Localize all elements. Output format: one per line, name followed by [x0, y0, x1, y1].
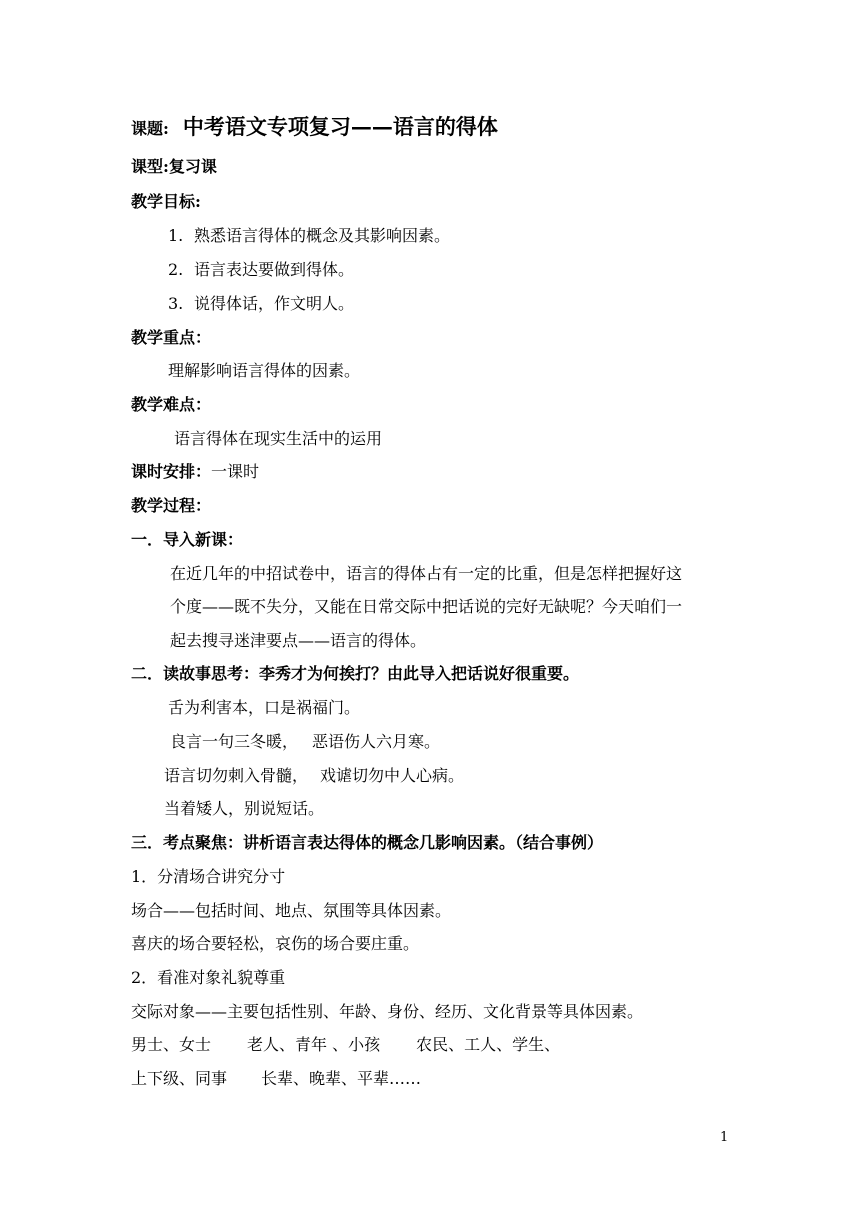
- proverb-line: [170, 732, 440, 752]
- schedule-text: 一课时: [211, 462, 260, 481]
- subsection-line: 场合——包括时间、地点、氛围等具体因素。: [131, 901, 452, 920]
- schedule: [131, 462, 259, 482]
- objective-number: 3.: [168, 294, 184, 313]
- proverb-part: 良言一句三冬暖，: [170, 732, 299, 751]
- proverb-line: 当着矮人，别说短话。: [164, 799, 325, 818]
- difficulty-text: 语言得体在现实生活中的运用: [174, 429, 383, 448]
- key-point-heading: 教学重点：: [131, 328, 212, 347]
- title-label: 课题:: [131, 119, 169, 138]
- section3-heading: 三．考点聚焦：讲析语言表达得体的概念几影响因素。（结合事例）: [131, 833, 604, 852]
- audience-group: 上下级、同事: [131, 1069, 228, 1088]
- audience-group: 老人、青年 、小孩: [247, 1035, 381, 1054]
- subsection-line: 交际对象——主要包括性别、年龄、身份、经历、文化背景等具体因素。: [131, 1002, 644, 1021]
- lesson-title: [131, 114, 498, 139]
- objectives-heading: 教学目标:: [131, 192, 201, 211]
- objective-text: 说得体话，作文明人。: [194, 294, 355, 313]
- audience-group: 长辈、晚辈、平辈……: [261, 1069, 422, 1088]
- subsection-title: 2．看准对象礼貌尊重: [131, 968, 286, 987]
- objective-item: [168, 260, 354, 280]
- objective-number: 1.: [168, 226, 184, 245]
- key-point-text: 理解影响语言得体的因素。: [168, 361, 361, 380]
- title-text: 中考语文专项复习——语言的得体: [182, 114, 498, 139]
- objective-item: [168, 294, 354, 314]
- schedule-heading: 课时安排：: [131, 462, 212, 481]
- proverb-part: 戏谑切勿中人心病。: [320, 766, 465, 785]
- subsection-title: 1．分清场合讲究分寸: [131, 867, 286, 886]
- proverb-part: 语言切勿刺入骨髓，: [164, 766, 309, 785]
- objective-text: 语言表达要做到得体。: [194, 260, 355, 279]
- process-heading: 教学过程：: [131, 496, 212, 515]
- section2-heading: 二．读故事思考：李秀才为何挨打？由此导入把话说好很重要。: [131, 664, 580, 683]
- proverb-part: 恶语伤人六月寒。: [312, 732, 441, 751]
- audience-row: [131, 1069, 421, 1089]
- difficulty-heading: 教学难点：: [131, 395, 212, 414]
- section1-line: 个度——既不失分，又能在日常交际中把话说的完好无缺呢？今天咱们一: [170, 597, 683, 616]
- audience-group: 农民、工人、学生、: [416, 1035, 561, 1054]
- section1-line: 起去搜寻迷津要点——语言的得体。: [170, 631, 427, 650]
- audience-row: [131, 1035, 560, 1055]
- audience-group: 男士、女士: [131, 1035, 212, 1054]
- proverb-line: [164, 766, 464, 786]
- section1-heading: 一．导入新课：: [131, 530, 244, 549]
- subsection-line: 喜庆的场合要轻松，哀伤的场合要庄重。: [131, 934, 420, 953]
- proverb-line: 舌为利害本，口是祸福门。: [168, 698, 361, 717]
- page-number: 1: [720, 1130, 729, 1145]
- section1-line: 在近几年的中招试卷中，语言的得体占有一定的比重，但是怎样把握好这: [170, 564, 683, 583]
- objective-number: 2.: [168, 260, 184, 279]
- lesson-type: 课型:复习课: [131, 157, 217, 176]
- objective-text: 熟悉语言得体的概念及其影响因素。: [194, 226, 451, 245]
- objective-item: [168, 226, 450, 246]
